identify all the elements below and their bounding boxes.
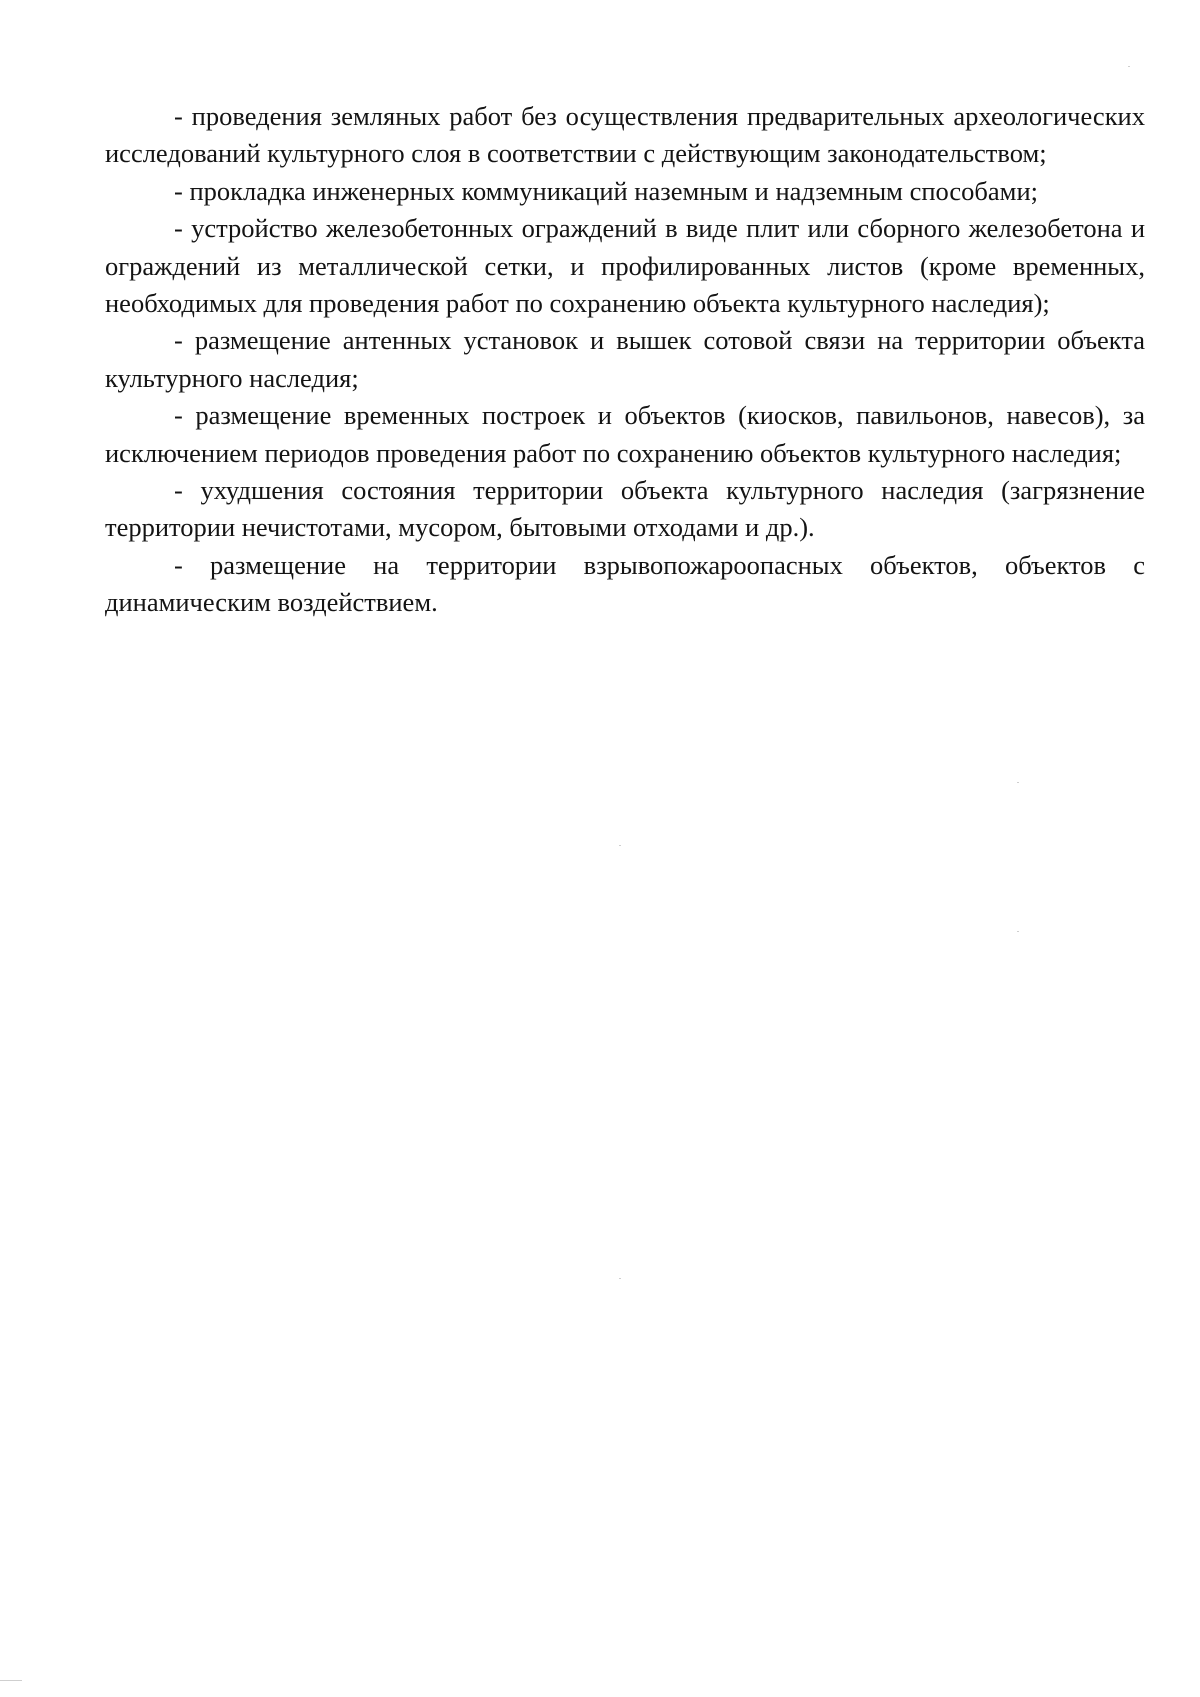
paragraph-earthworks: - проведения земляных работ без осуществления предварительных археологических исследований культурного слоя в соответствии с действующим законодательством; (105, 101, 1145, 169)
document-body (105, 98, 1145, 622)
scan-speck (1017, 931, 1019, 932)
scan-speck (0, 1680, 22, 1681)
scan-speck (619, 1278, 621, 1279)
paragraph-territory-condition: - ухудшения состояния территории объекта культурного наследия (загрязнение территории нечистотами, мусором, бытовыми отходами и др.). (105, 475, 1145, 543)
scan-speck (1128, 66, 1130, 67)
paragraph-fences: - устройство железобетонных ограждений в виде плит или сборного железобетона и ограждений из металлической сетки, и профилированных листов (кроме временных, необходимых для проведения работ по сохранению объекта культурного наследия); (105, 213, 1145, 319)
paragraph-hazardous-objects: - размещение на территории взрывопожароопасных объектов, объектов с динамическим воздействием. (105, 549, 1145, 618)
paragraph-utilities: - прокладка инженерных коммуникаций наземным и надземным способами; (174, 175, 1038, 206)
scan-speck (1017, 782, 1019, 783)
paragraph-temporary-buildings: - размещение временных построек и объектов (киосков, павильонов, навесов), за исключением периодов проведения работ по сохранению объектов культурного наследия; (105, 400, 1145, 468)
paragraph-antennas: - размещение антенных установок и вышек сотовой связи на территории объекта культурного наследия; (105, 325, 1145, 393)
scan-speck (619, 845, 621, 846)
